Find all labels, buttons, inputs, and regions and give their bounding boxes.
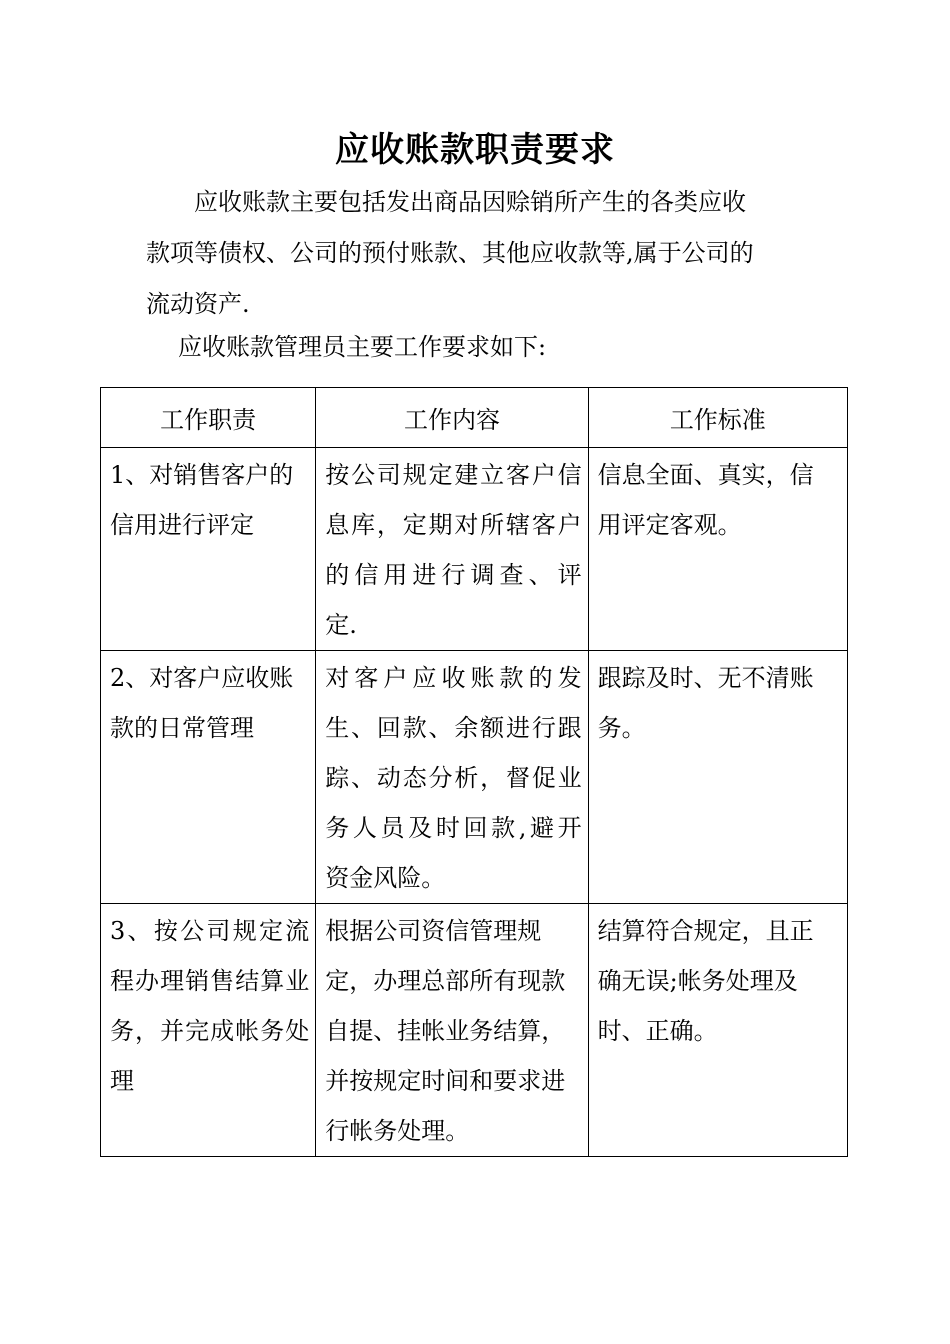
lead-sentence: 应收账款管理员主要工作要求如下:	[178, 333, 547, 361]
cell-line: 定.	[325, 611, 357, 639]
table-header-row	[101, 388, 848, 448]
duty-cell	[101, 651, 316, 904]
header-standard: 工作标准	[588, 388, 847, 448]
cell-line: 的信用进行调查、评	[325, 561, 582, 589]
intro-line: 流动资产.	[146, 290, 250, 318]
cell-line: 程办理销售结算业	[110, 967, 310, 995]
cell-line: 1、对销售客户的	[110, 461, 294, 489]
cell-line: 并按规定时间和要求进	[325, 1067, 566, 1095]
standard-cell	[588, 904, 847, 1157]
cell-line: 务，并完成帐务处	[110, 1017, 310, 1045]
standard-cell	[588, 448, 847, 651]
content-cell	[316, 904, 588, 1157]
cell-line: 时、正确。	[597, 1017, 718, 1045]
content-cell	[316, 651, 588, 904]
table-row	[101, 904, 848, 1157]
cell-line: 用评定客观。	[597, 511, 742, 539]
cell-line: 确无误;帐务处理及	[597, 967, 798, 995]
cell-line: 行帐务处理。	[325, 1117, 470, 1145]
cell-line: 息库，定期对所辖客户	[325, 511, 582, 539]
intro-paragraph	[146, 177, 796, 330]
cell-line: 根据公司资信管理规	[325, 917, 542, 945]
cell-line: 自提、挂帐业务结算，	[325, 1017, 566, 1045]
duty-cell	[101, 904, 316, 1157]
cell-line: 务人员及时回款,避开	[325, 814, 582, 842]
cell-line: 款的日常管理	[110, 714, 254, 742]
cell-line: 踪、动态分析，督促业	[325, 764, 582, 792]
content-cell	[316, 448, 588, 651]
header-duty: 工作职责	[101, 388, 316, 448]
document-title: 应收账款职责要求	[335, 130, 615, 170]
table-row	[101, 448, 848, 651]
duty-cell	[101, 448, 316, 651]
cell-line: 结算符合规定，且正	[597, 917, 814, 945]
cell-line: 资金风险。	[325, 864, 446, 892]
intro-line: 款项等债权、公司的预付账款、其他应收款等,属于公司的	[146, 239, 754, 267]
cell-line: 定，办理总部所有现款	[325, 967, 566, 995]
header-content: 工作内容	[316, 388, 588, 448]
cell-line: 3、按公司规定流	[110, 917, 310, 945]
cell-line: 2、对客户应收账	[110, 664, 294, 692]
cell-line: 对客户应收账款的发	[325, 664, 582, 692]
cell-line: 按公司规定建立客户信	[325, 461, 582, 489]
intro-line: 应收账款主要包括发出商品因赊销所产生的各类应收	[194, 188, 746, 216]
cell-line: 信息全面、真实，信	[597, 461, 814, 489]
standard-cell	[588, 651, 847, 904]
table-row	[101, 651, 848, 904]
cell-line: 务。	[597, 714, 646, 742]
cell-line: 理	[110, 1067, 134, 1095]
cell-line: 信用进行评定	[110, 511, 254, 539]
cell-line: 生、回款、余额进行跟	[325, 714, 582, 742]
cell-line: 跟踪及时、无不清账	[597, 664, 814, 692]
duty-table	[100, 387, 848, 1157]
